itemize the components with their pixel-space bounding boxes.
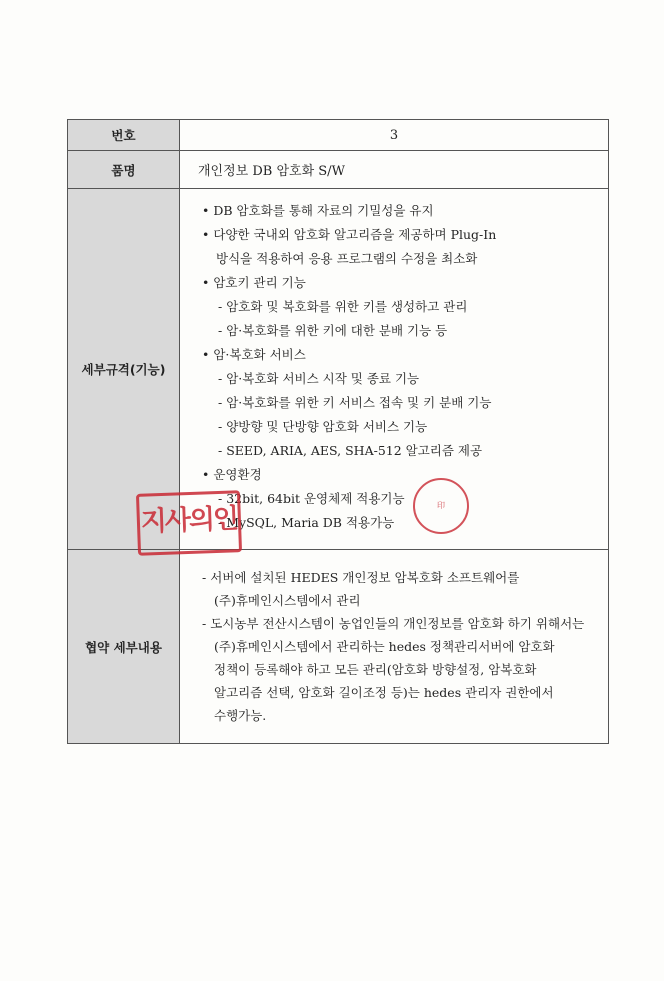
list-item: • DB 암호화를 통해 자료의 기밀성을 유지	[202, 199, 598, 223]
list-item: • 다양한 국내외 암호화 알고리즘을 제공하며 Plug-In	[202, 223, 598, 247]
label-spec: 세부규격(기능)	[68, 189, 180, 550]
list-item: 알고리즘 선택, 암호화 길이조정 등)는 hedes 관리자 권한에서	[214, 685, 554, 700]
label-product: 품명	[68, 151, 180, 189]
spec-table	[67, 119, 609, 744]
list-item: • 암·복호화 서비스	[202, 343, 598, 367]
list-item: 방식을 적용하여 응용 프로그램의 수정을 최소화	[216, 251, 478, 266]
spec-list	[180, 189, 608, 549]
official-seal-stamp: 지사의인	[136, 490, 242, 556]
row-product	[68, 151, 609, 189]
list-item: - 암·복호화를 위한 키 서비스 접속 및 키 분배 기능	[202, 391, 598, 415]
list-item: • 운영환경	[202, 463, 598, 487]
list-item: - 양방향 및 단방향 암호화 서비스 기능	[202, 415, 598, 439]
label-agreement: 협약 세부내용	[68, 550, 180, 744]
round-seal-stamp: 印	[413, 478, 469, 534]
spec-content	[180, 189, 609, 550]
value-product: 개인정보 DB 암호화 S/W	[180, 151, 609, 189]
list-item: 정책이 등록해야 하고 모든 관리(암호화 방향설정, 암복호화	[214, 662, 537, 677]
list-item: - 32bit, 64bit 운영체제 적용기능	[202, 487, 598, 511]
row-agreement	[68, 550, 609, 744]
list-item: (주)휴메인시스템에서 관리	[214, 593, 361, 608]
agreement-list	[180, 556, 608, 737]
list-item: - 암·복호화를 위한 키에 대한 분배 기능 등	[202, 319, 598, 343]
agreement-content	[180, 550, 609, 744]
list-item: - 도시농부 전산시스템이 농업인들의 개인정보를 암호화 하기 위해서는	[202, 612, 598, 635]
value-number: 3	[180, 120, 609, 151]
label-number: 번호	[68, 120, 180, 151]
list-item: - SEED, ARIA, AES, SHA-512 알고리즘 제공	[202, 439, 598, 463]
row-number	[68, 120, 609, 151]
list-item: (주)휴메인시스템에서 관리하는 hedes 정책관리서버에 암호화	[214, 639, 555, 654]
list-item: - 암호화 및 복호화를 위한 키를 생성하고 관리	[202, 295, 598, 319]
list-item: • 암호키 관리 기능	[202, 271, 598, 295]
list-item: 수행가능.	[214, 708, 267, 723]
list-item: - MySQL, Maria DB 적용가능	[202, 511, 598, 535]
list-item: - 서버에 설치된 HEDES 개인정보 암복호화 소프트웨어를	[202, 566, 598, 589]
list-item: - 암·복호화 서비스 시작 및 종료 기능	[202, 367, 598, 391]
